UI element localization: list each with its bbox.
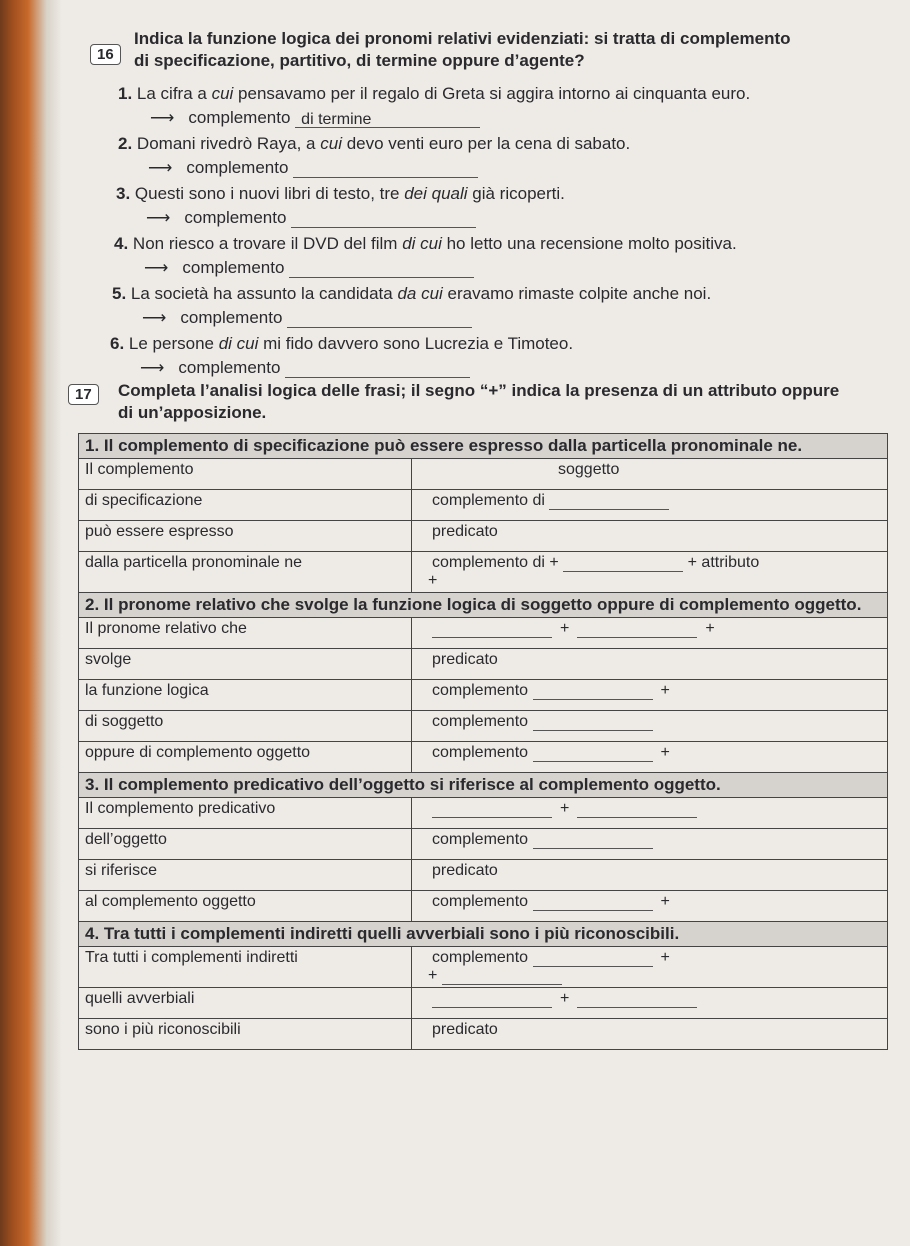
exercise-16-item-5 (112, 284, 711, 304)
relative-pronoun: dei quali (404, 184, 468, 203)
answer-blank[interactable] (563, 555, 683, 572)
plus-sign: + (560, 990, 570, 1007)
answer-blank[interactable] (533, 745, 653, 762)
analysis-cell[interactable] (412, 680, 888, 711)
exercise-16-item-2 (118, 134, 630, 154)
analysis-cell[interactable] (412, 829, 888, 860)
analysis-cell[interactable] (412, 860, 888, 891)
analysis-cell[interactable] (412, 711, 888, 742)
phrase-cell: di specificazione (79, 490, 412, 521)
exercise-16-answer-5 (142, 308, 472, 328)
analysis-label: predicato (432, 651, 498, 668)
exercise-16-title (134, 28, 894, 72)
plus-sign: + (660, 744, 670, 761)
analysis-cell[interactable] (412, 552, 888, 593)
analysis-cell[interactable] (412, 459, 888, 490)
item-text: La cifra a (136, 84, 212, 103)
answer-blank[interactable] (432, 621, 552, 638)
phrase-cell: oppure di complemento oggetto (79, 742, 412, 773)
arrow-right-icon: ⟶ (148, 158, 173, 177)
arrow-right-icon: ⟶ (140, 358, 165, 377)
analysis-cell[interactable] (412, 947, 888, 988)
analysis-label: complemento (432, 682, 529, 699)
plus-sign: + (660, 682, 670, 699)
answer-label: complemento (186, 158, 289, 177)
answer-blank[interactable] (577, 801, 697, 818)
relative-pronoun: di cui (402, 234, 442, 253)
analysis-cell[interactable] (412, 521, 888, 552)
item-number: 2. (118, 134, 133, 153)
section-header (79, 922, 888, 947)
section-header (79, 593, 888, 618)
answer-label: complemento (188, 108, 291, 127)
plus-sign: + (705, 620, 715, 637)
table-row (79, 860, 888, 891)
table-row (79, 711, 888, 742)
phrase-cell: Il pronome relativo che (79, 618, 412, 649)
exercise-16-title-line2: di specificazione, partitivo, di termine oppure d’agente? (134, 51, 585, 70)
table-row (79, 988, 888, 1019)
plus-sign: + (560, 620, 570, 637)
analysis-cell[interactable] (412, 1019, 888, 1050)
exercise-16-number: 16 (90, 44, 121, 65)
phrase-cell: dalla particella pronominale ne (79, 552, 412, 593)
answer-label: complemento (180, 308, 283, 327)
arrow-right-icon: ⟶ (144, 258, 169, 277)
answer-blank[interactable] (291, 209, 476, 228)
plus-sign: + (428, 967, 438, 984)
answer-text: soggetto (558, 461, 620, 478)
answer-blank[interactable] (285, 359, 470, 378)
table-row (79, 490, 888, 521)
phrase-cell: si riferisce (79, 860, 412, 891)
analysis-cell[interactable] (412, 988, 888, 1019)
answer-blank[interactable] (533, 832, 653, 849)
exercise-17-number: 17 (68, 384, 99, 405)
answer-blank[interactable] (289, 259, 474, 278)
exercise-16-answer-3 (146, 208, 476, 228)
logical-analysis-table (78, 433, 888, 1050)
table-row (79, 742, 888, 773)
phrase-cell: Tra tutti i complementi indiretti (79, 947, 412, 988)
answer-blank[interactable] (577, 991, 697, 1008)
analysis-label: complemento (432, 713, 529, 730)
analysis-label: complemento di (432, 492, 545, 509)
exercise-16-answer-4 (144, 258, 474, 278)
analysis-label: predicato (432, 862, 498, 879)
answer-blank[interactable] (533, 683, 653, 700)
relative-pronoun: cui (320, 134, 342, 153)
exercise-17-title (118, 380, 898, 424)
table-row (79, 649, 888, 680)
exercise-16-item-6 (110, 334, 573, 354)
section-1-header: 1. Il complemento di specificazione può essere espresso dalla particella pronominale ne. (79, 434, 888, 459)
item-text: eravamo rimaste colpite anche noi. (442, 284, 712, 303)
answer-blank[interactable] (293, 159, 478, 178)
item-text: Le persone (128, 334, 219, 353)
item-text: Non riesco a trovare il DVD del film (132, 234, 403, 253)
item-text: ho letto una recensione molto positiva. (441, 234, 737, 253)
answer-text: di termine (301, 111, 372, 128)
phrase-cell: sono i più riconoscibili (79, 1019, 412, 1050)
answer-label: complemento (184, 208, 287, 227)
item-text: mi fido davvero sono Lucrezia e Timoteo. (258, 334, 574, 353)
phrase-cell: di soggetto (79, 711, 412, 742)
analysis-label: complemento di + (432, 554, 559, 571)
exercise-17-title-line1: Completa l’analisi logica delle frasi; il segno “+” indica la presenza di un attributo oppure (118, 381, 840, 400)
analysis-cell[interactable] (412, 798, 888, 829)
phrase-cell: può essere espresso (79, 521, 412, 552)
relative-pronoun: di cui (218, 334, 259, 353)
exercise-16-title-line1: Indica la funzione logica dei pronomi relativi evidenziati: si tratta di complemento (134, 29, 791, 48)
plus-sign: + (560, 800, 570, 817)
item-number: 1. (118, 84, 133, 103)
table-row (79, 1019, 888, 1050)
item-text: già ricoperti. (467, 184, 565, 203)
table-row (79, 947, 888, 988)
exercise-16-item-4 (114, 234, 737, 254)
table-row (79, 459, 888, 490)
relative-pronoun: da cui (397, 284, 443, 303)
item-text: Domani rivedrò Raya, a (136, 134, 321, 153)
textbook-page (30, 0, 910, 1246)
analysis-cell[interactable] (412, 649, 888, 680)
item-text: Questi sono i nuovi libri di testo, tre (134, 184, 405, 203)
section-header (79, 434, 888, 459)
answer-blank[interactable] (295, 109, 480, 128)
answer-blank[interactable] (432, 991, 552, 1008)
table-row (79, 618, 888, 649)
exercise-17-title-line2: di un’apposizione. (118, 403, 267, 422)
arrow-right-icon: ⟶ (146, 208, 171, 227)
section-3-header: 3. Il complemento predicativo dell’oggetto si riferisce al complemento oggetto. (79, 773, 888, 798)
plus-sign: + (660, 949, 670, 966)
exercise-16-item-1 (118, 84, 750, 104)
item-text: La società ha assunto la candidata (130, 284, 398, 303)
answer-blank[interactable] (533, 894, 653, 911)
phrase-cell: la funzione logica (79, 680, 412, 711)
item-number: 5. (112, 284, 127, 303)
table-row (79, 891, 888, 922)
table-row (79, 552, 888, 593)
phrase-cell: Il complemento predicativo (79, 798, 412, 829)
item-number: 4. (114, 234, 129, 253)
exercise-16-answer-6 (140, 358, 470, 378)
item-text: pensavamo per il regalo di Greta si aggira intorno ai cinquanta euro. (233, 84, 751, 103)
answer-blank[interactable] (533, 714, 653, 731)
arrow-right-icon: ⟶ (150, 108, 175, 127)
answer-label: complemento (182, 258, 285, 277)
analysis-cell[interactable] (412, 891, 888, 922)
phrase-cell: quelli avverbiali (79, 988, 412, 1019)
plus-sign: + (660, 893, 670, 910)
table-row (79, 521, 888, 552)
analysis-label: predicato (432, 523, 498, 540)
answer-blank[interactable] (287, 309, 472, 328)
exercise-16-answer-1 (150, 108, 480, 128)
answer-blank[interactable] (533, 950, 653, 967)
answer-blank[interactable] (577, 621, 697, 638)
analysis-cell[interactable] (412, 618, 888, 649)
item-text: devo venti euro per la cena di sabato. (341, 134, 631, 153)
arrow-right-icon: ⟶ (142, 308, 167, 327)
answer-blank[interactable] (549, 493, 669, 510)
answer-blank[interactable] (442, 968, 562, 985)
plus-sign: + (428, 572, 438, 589)
phrase-cell: svolge (79, 649, 412, 680)
phrase-cell: Il complemento (79, 459, 412, 490)
table-row (79, 680, 888, 711)
section-header (79, 773, 888, 798)
phrase-cell: al complemento oggetto (79, 891, 412, 922)
answer-blank[interactable] (432, 801, 552, 818)
table-row (79, 798, 888, 829)
table-row (79, 829, 888, 860)
answer-label: complemento (178, 358, 281, 377)
analysis-label: complemento (432, 831, 529, 848)
exercise-16-item-3 (116, 184, 565, 204)
phrase-cell: dell’oggetto (79, 829, 412, 860)
section-4-header: 4. Tra tutti i complementi indiretti quelli avverbiali sono i più riconoscibili. (79, 922, 888, 947)
analysis-label: complemento (432, 893, 529, 910)
section-2-header: 2. Il pronome relativo che svolge la funzione logica di soggetto oppure di complemento oggetto. (79, 593, 888, 618)
item-number: 3. (116, 184, 131, 203)
analysis-label: complemento (432, 949, 529, 966)
relative-pronoun: cui (211, 84, 234, 103)
analysis-cell[interactable] (412, 742, 888, 773)
analysis-label: complemento (432, 744, 529, 761)
item-number: 6. (110, 334, 125, 353)
attribute-label: + attributo (687, 554, 760, 571)
analysis-cell[interactable] (412, 490, 888, 521)
exercise-16-answer-2 (148, 158, 478, 178)
analysis-label: predicato (432, 1021, 498, 1038)
